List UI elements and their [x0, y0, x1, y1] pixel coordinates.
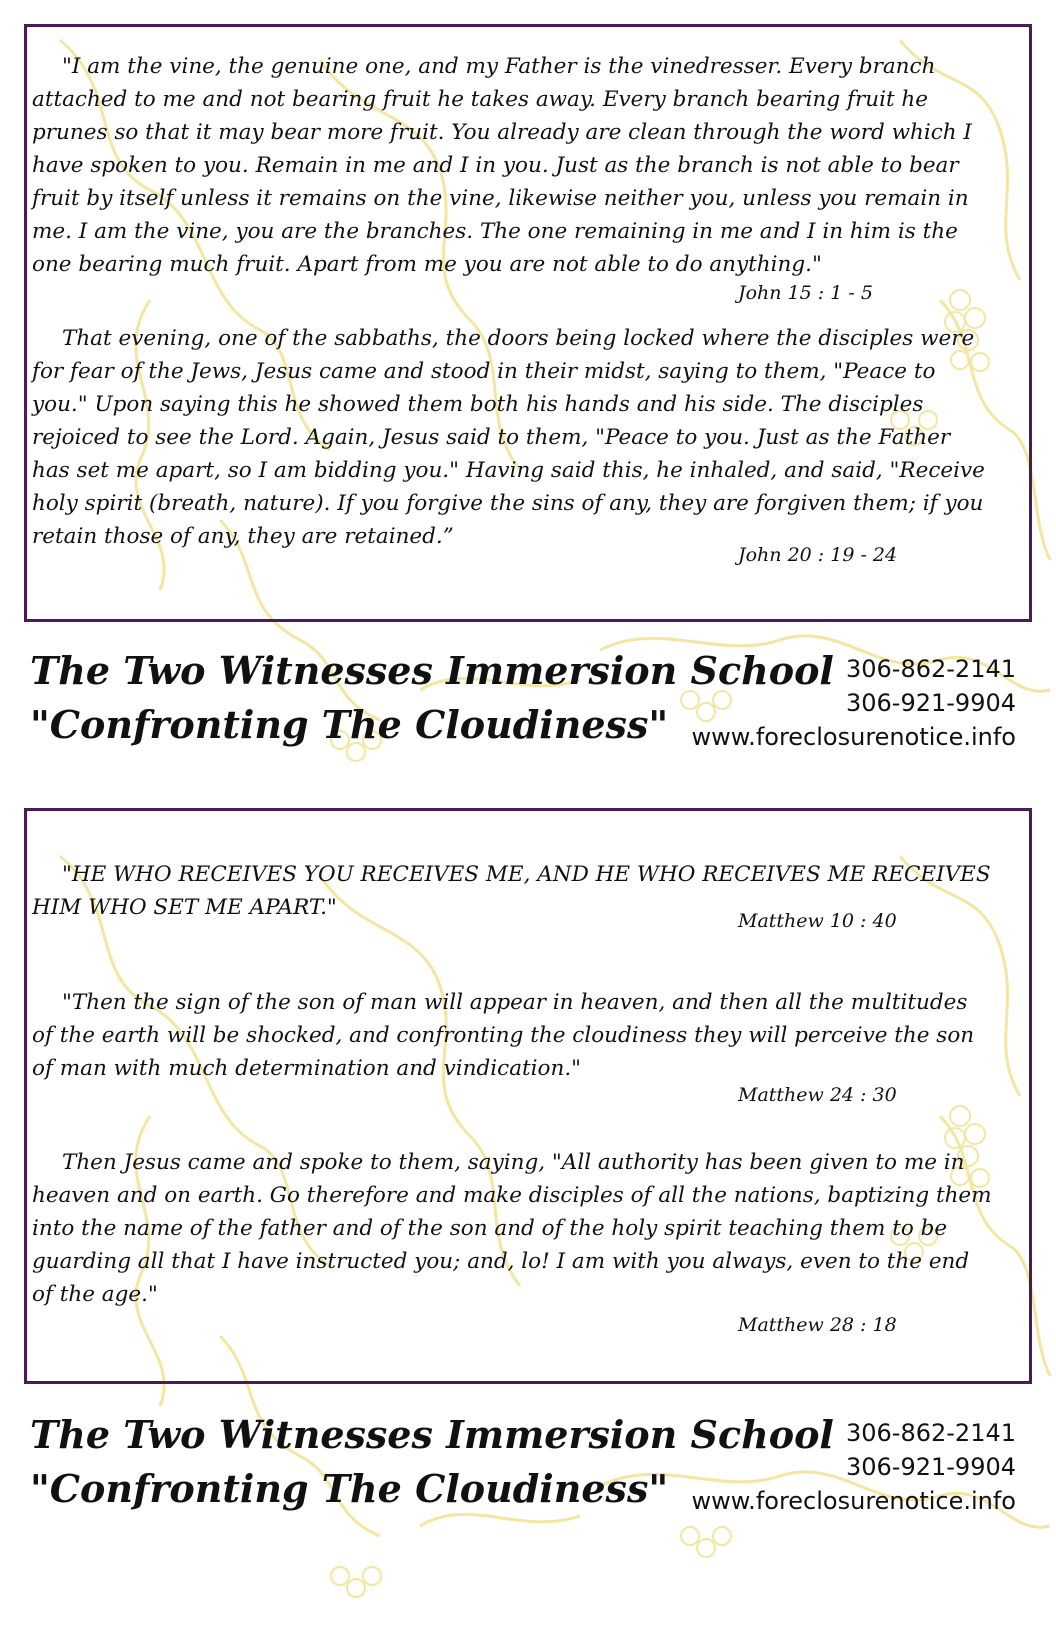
phone-number: 306-921-9904 [845, 689, 1016, 717]
scripture-card-bottom [0, 816, 1056, 1632]
scripture-passage: "Then the sign of the son of man will appear in heaven, and then all the multitudes of the earth will be shocked, and confronting the cloudiness they will perceive the son of man with much determination and vindication." [32, 990, 975, 1081]
school-name: The Two Witnesses Immersion School [30, 648, 834, 693]
scripture-passage: Then Jesus came and spoke to them, saying, "All authority has been given to me in heaven and on earth. Go therefore and make disciples of all the nations, baptizing them into the name of the father and of the son and of the holy spirit teaching them to be guarding all that I have instructed you; and, lo! I am with you always, even to the end of the age." [32, 1150, 992, 1307]
scripture-passage: That evening, one of the sabbaths, the doors being locked where the disciples were for fear of the Jews, Jesus came and stood in their midst, saying to them, "Peace to you." Upon saying this he showed them both his hands and his side. The disciples rejoiced to see the Lord. Again, Jesus said to them, "Peace to you. Just as the Father has set me apart, so I am bidding you." Having said this, he inhaled, and said, "Receive holy spirit (breath, nature). If you forgive the sins of any, they are forgiven them; if you retain those of any, they are retained.” [32, 326, 985, 549]
website-url[interactable]: www.foreclosurenotice.info [691, 1487, 1016, 1515]
scripture-reference: Matthew 10 : 40 [738, 910, 897, 932]
contact-info [692, 1416, 1017, 1518]
contact-info [692, 652, 1017, 754]
school-name: The Two Witnesses Immersion School [30, 1412, 834, 1457]
scripture-card-top [0, 0, 1056, 790]
tagline: "Confronting The Cloudiness" [30, 1466, 669, 1511]
scripture-reference: Matthew 28 : 18 [738, 1314, 897, 1336]
scripture-reference: Matthew 24 : 30 [738, 1084, 897, 1106]
phone-number: 306-862-2141 [845, 1419, 1016, 1447]
phone-number: 306-921-9904 [845, 1453, 1016, 1481]
scripture-passage: "I am the vine, the genuine one, and my Father is the vinedresser. Every branch attached to me and not bearing fruit he takes away. Every branch bearing fruit he prunes so that it may bear more fruit. You already are clean through the word which I have spoken to you. Remain in me and I in you. Just as the branch is not able to bear fruit by itself unless it remains on the vine, likewise neither you, unless you remain in me. I am the vine, you are the branches. The one remaining in me and I in him is the one bearing much fruit. Apart from me you are not able to do anything." [32, 54, 972, 277]
website-url[interactable]: www.foreclosurenotice.info [691, 723, 1016, 751]
phone-number: 306-862-2141 [845, 655, 1016, 683]
scripture-reference: John 15 : 1 - 5 [738, 282, 873, 304]
scripture-reference: John 20 : 19 - 24 [738, 544, 898, 566]
tagline: "Confronting The Cloudiness" [30, 702, 669, 747]
scripture-passage: "HE WHO RECEIVES YOU RECEIVES ME, AND HE WHO RECEIVES ME RECEIVES HIM WHO SET ME APART." [32, 862, 991, 920]
